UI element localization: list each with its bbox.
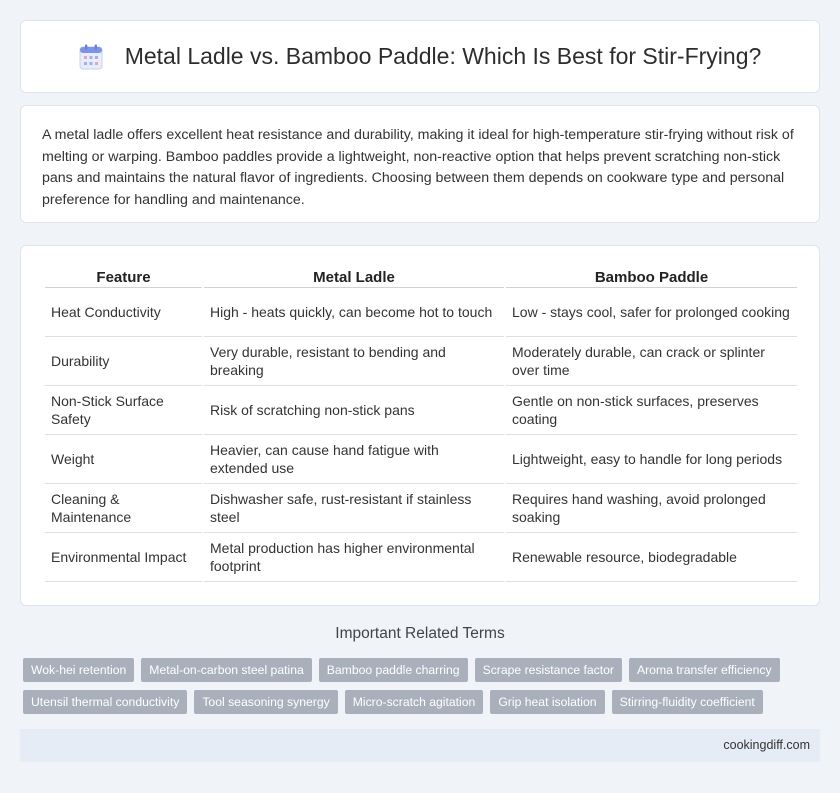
tag-link[interactable]: Bamboo paddle charring bbox=[319, 658, 468, 682]
intro-card bbox=[20, 105, 820, 223]
tag-link[interactable]: Micro-scratch agitation bbox=[345, 690, 484, 714]
feature-cell: Durability bbox=[45, 337, 202, 386]
metal-cell: Heavier, can cause hand fatigue with extended use bbox=[204, 435, 504, 484]
feature-cell: Environmental Impact bbox=[45, 533, 202, 582]
header-bamboo-paddle: Bamboo Paddle bbox=[506, 266, 797, 288]
tag-row bbox=[23, 658, 823, 682]
metal-cell: High - heats quickly, can become hot to touch bbox=[204, 288, 504, 337]
metal-cell: Metal production has higher environmental footprint bbox=[204, 533, 504, 582]
tag-link[interactable]: Grip heat isolation bbox=[490, 690, 604, 714]
comparison-card bbox=[20, 245, 820, 606]
metal-cell: Very durable, resistant to bending and breaking bbox=[204, 337, 504, 386]
bamboo-cell: Low - stays cool, safer for prolonged cooking bbox=[506, 288, 797, 337]
title-card bbox=[20, 20, 820, 93]
table-row bbox=[45, 337, 797, 386]
tag-link[interactable]: Metal-on-carbon steel patina bbox=[141, 658, 311, 682]
tag-link[interactable]: Utensil thermal conductivity bbox=[23, 690, 187, 714]
calendar-icon bbox=[79, 44, 103, 70]
page-title: Metal Ladle vs. Bamboo Paddle: Which Is Best for Stir-Frying? bbox=[124, 43, 762, 69]
table-row bbox=[45, 288, 797, 337]
bamboo-cell: Gentle on non-stick surfaces, preserves coating bbox=[506, 386, 797, 435]
intro-paragraph: A metal ladle offers excellent heat resistance and durability, making it ideal for high-temperature stir-frying without risk of melting or warping. Bamboo paddles provide a lightweight, non-reactive option that helps prevent scratching non-stick pans and maintains the natural flavor of ingredients. Choosing between them depends on cookware type and personal preference for handling and maintenance. bbox=[42, 127, 794, 208]
feature-cell: Weight bbox=[45, 435, 202, 484]
tag-link[interactable]: Tool seasoning synergy bbox=[194, 690, 337, 714]
related-terms-title: Important Related Terms bbox=[335, 625, 505, 642]
feature-cell: Heat Conductivity bbox=[45, 288, 202, 337]
table-row bbox=[45, 386, 797, 435]
metal-cell: Dishwasher safe, rust-resistant if stainless steel bbox=[204, 484, 504, 533]
table-header-row bbox=[45, 266, 797, 288]
tag-link[interactable]: Scrape resistance factor bbox=[475, 658, 622, 682]
bamboo-cell: Renewable resource, biodegradable bbox=[506, 533, 797, 582]
header-feature: Feature bbox=[45, 266, 202, 288]
bamboo-cell: Requires hand washing, avoid prolonged soaking bbox=[506, 484, 797, 533]
footer-site-link[interactable]: cookingdiff.com bbox=[723, 738, 810, 752]
comparison-table bbox=[43, 266, 799, 582]
feature-cell: Non-Stick Surface Safety bbox=[45, 386, 202, 435]
tag-link[interactable]: Aroma transfer efficiency bbox=[629, 658, 780, 682]
bamboo-cell: Moderately durable, can crack or splinter over time bbox=[506, 337, 797, 386]
related-terms-tags bbox=[23, 658, 823, 722]
footer bbox=[20, 729, 820, 762]
header-metal-ladle: Metal Ladle bbox=[204, 266, 504, 288]
bamboo-cell: Lightweight, easy to handle for long periods bbox=[506, 435, 797, 484]
tag-link[interactable]: Wok-hei retention bbox=[23, 658, 134, 682]
table-row bbox=[45, 533, 797, 582]
table-row bbox=[45, 435, 797, 484]
tag-link[interactable]: Stirring-fluidity coefficient bbox=[612, 690, 763, 714]
metal-cell: Risk of scratching non-stick pans bbox=[204, 386, 504, 435]
feature-cell: Cleaning & Maintenance bbox=[45, 484, 202, 533]
table-row bbox=[45, 484, 797, 533]
tag-row bbox=[23, 690, 823, 714]
